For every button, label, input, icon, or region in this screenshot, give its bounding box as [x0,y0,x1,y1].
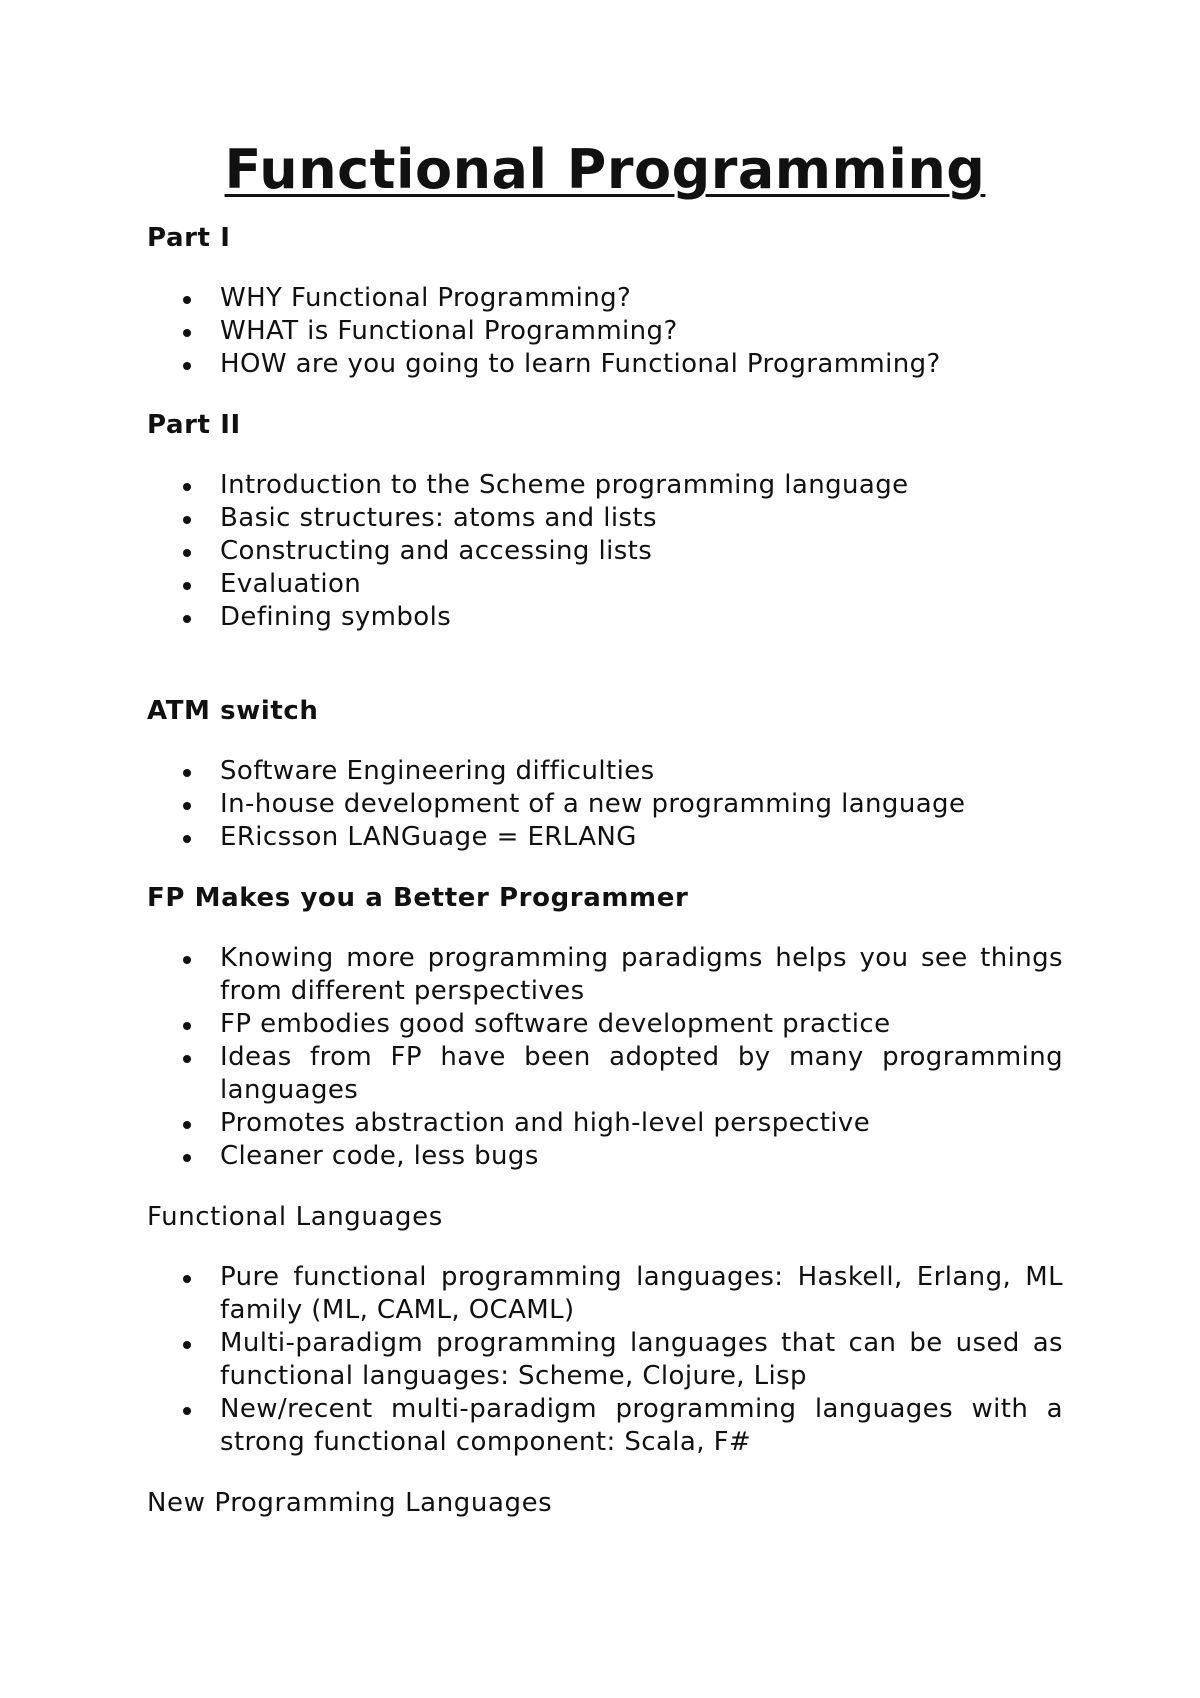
bullet-list-part-2 [147,469,1063,634]
list-item-text: HOW are you going to learn Functional Programming? [220,349,941,380]
bullet-icon [183,296,191,304]
list-item [147,535,1063,568]
list-item-text: New/recent multi-paradigm programming languages with a strong functional component: Scala, F# [220,1394,1063,1458]
list-item-text: Basic structures: atoms and lists [220,503,657,534]
list-item-text: Introduction to the Scheme programming language [220,470,909,501]
list-item-text: WHY Functional Programming? [220,283,632,314]
list-item [147,1140,1063,1173]
bullet-icon [183,956,191,964]
list-item-text: WHAT is Functional Programming? [220,316,678,347]
list-item [147,1261,1063,1327]
list-item [147,315,1063,348]
list-item-text: Knowing more programming paradigms helps you see things from different perspectives [220,943,1063,1007]
list-item [147,1041,1063,1107]
list-item-text: Evaluation [220,569,362,600]
section-heading-new-languages: New Programming Languages [147,1488,553,1519]
bullet-list-functional-languages [147,1261,1063,1459]
list-item [147,469,1063,502]
bullet-icon [183,516,191,524]
bullet-list-better-programmer [147,942,1063,1173]
list-item-text: Cleaner code, less bugs [220,1141,539,1172]
list-item-text: FP embodies good software development practice [220,1009,891,1040]
list-item-text: Defining symbols [220,602,452,633]
bullet-list-part-1 [147,282,1063,381]
document-page [147,140,1063,1547]
list-item [147,601,1063,634]
list-item [147,1327,1063,1393]
list-item [147,348,1063,381]
list-item-text: Software Engineering difficulties [220,756,655,787]
list-item-text: Constructing and accessing lists [220,536,653,567]
section-heading-better-programmer: FP Makes you a Better Programmer [147,883,689,914]
list-item-text: Multi-paradigm programming languages that can be used as functional languages: Scheme, Clojure, Lisp [220,1328,1063,1392]
bullet-icon [183,1121,191,1129]
list-item [147,568,1063,601]
list-item [147,1393,1063,1459]
list-item [147,788,1063,821]
bullet-icon [183,835,191,843]
section-heading-atm-switch: ATM switch [147,696,319,727]
list-item-text: ERicsson LANGuage = ERLANG [220,822,637,853]
list-item-text: Pure functional programming languages: Haskell, Erlang, ML family (ML, CAML, OCAML) [220,1262,1063,1326]
list-item-text: In-house development of a new programming language [220,789,966,820]
bullet-icon [183,769,191,777]
section-heading-part-1: Part I [147,223,231,254]
bullet-icon [183,1275,191,1283]
bullet-icon [183,483,191,491]
list-item [147,1008,1063,1041]
bullet-icon [183,1341,191,1349]
list-item [147,502,1063,535]
bullet-icon [183,1022,191,1030]
list-item-text: Ideas from FP have been adopted by many programming languages [220,1042,1063,1106]
list-item [147,282,1063,315]
document-title: Functional Programming [224,138,986,201]
bullet-icon [183,549,191,557]
bullet-list-atm-switch [147,755,1063,854]
bullet-icon [183,1407,191,1415]
section-heading-part-2: Part II [147,410,241,441]
bullet-icon [183,1154,191,1162]
bullet-icon [183,802,191,810]
list-item-text: Promotes abstraction and high-level perspective [220,1108,871,1139]
bullet-icon [183,362,191,370]
list-item [147,821,1063,854]
bullet-icon [183,329,191,337]
section-heading-functional-languages: Functional Languages [147,1202,443,1233]
bullet-icon [183,615,191,623]
list-item [147,755,1063,788]
list-item [147,942,1063,1008]
list-item [147,1107,1063,1140]
bullet-icon [183,1055,191,1063]
bullet-icon [183,582,191,590]
